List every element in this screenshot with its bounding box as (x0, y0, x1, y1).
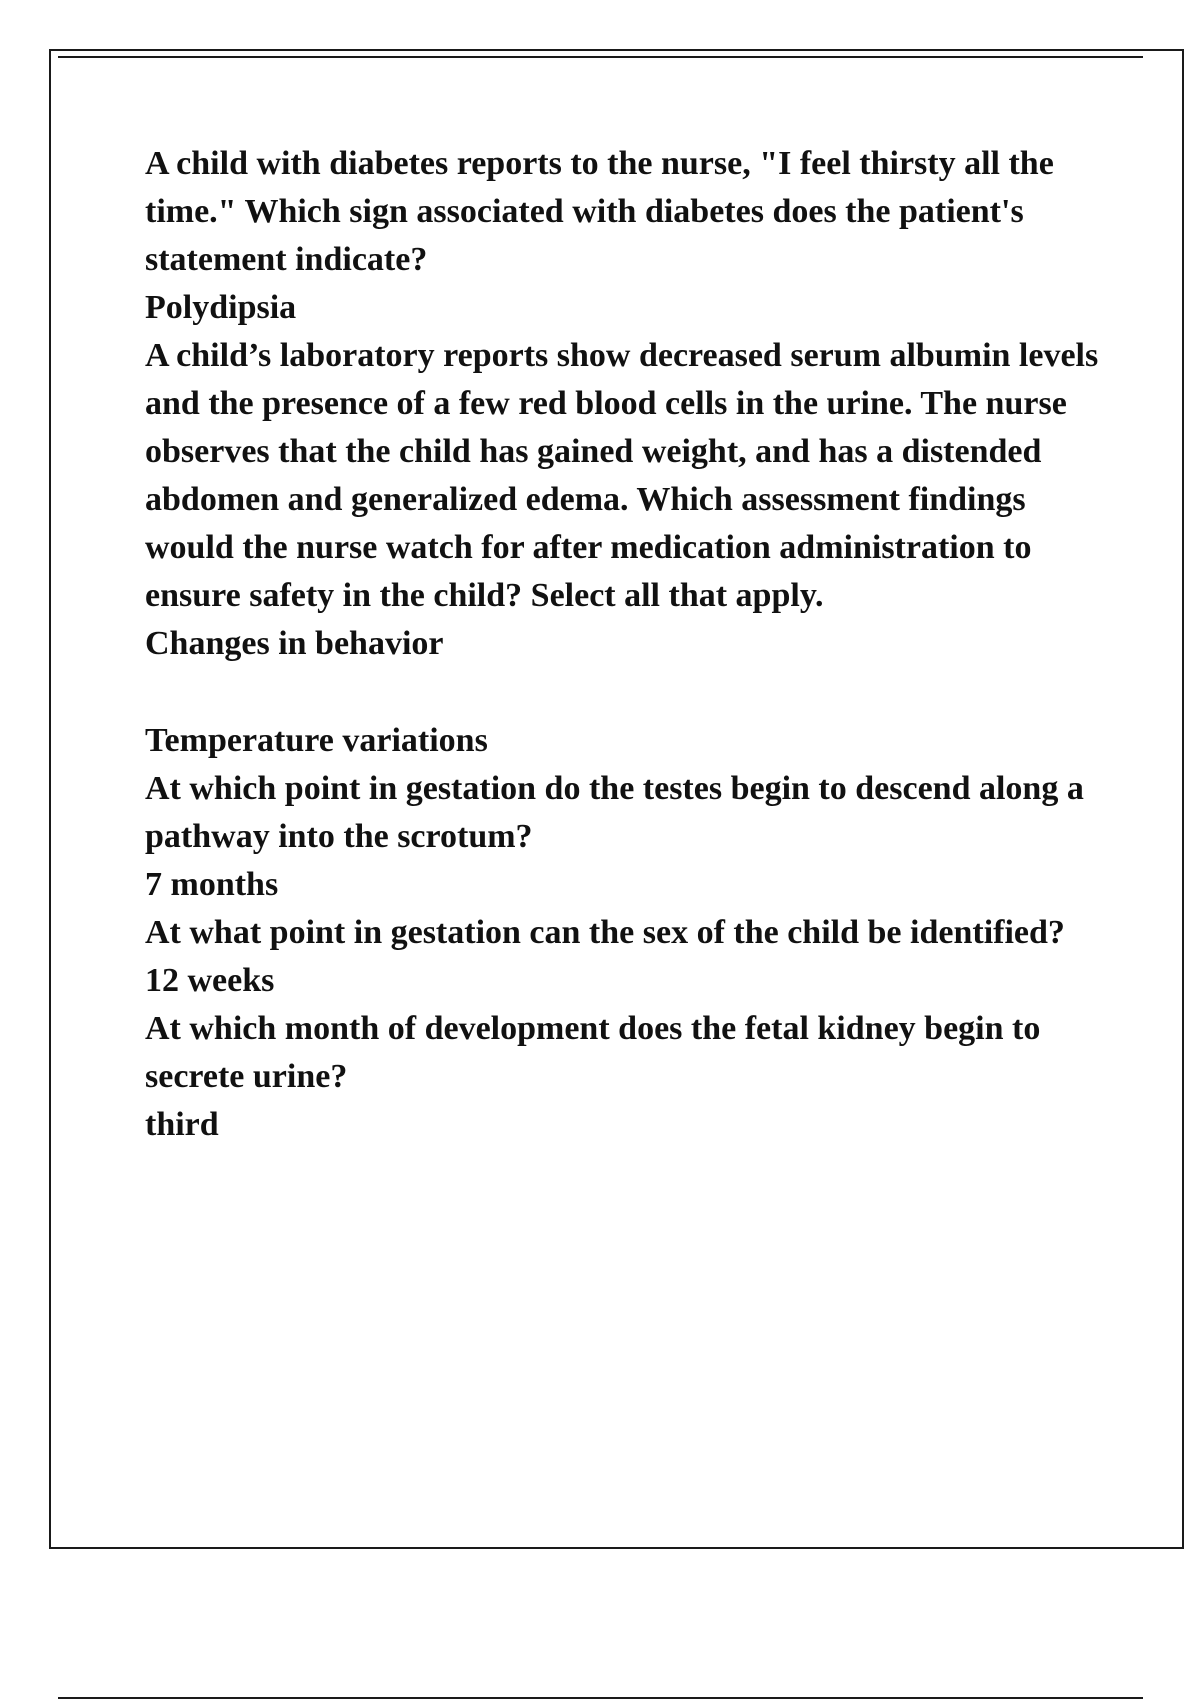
answer-4: 12 weeks (145, 962, 275, 999)
footer-rule (58, 1697, 1143, 1699)
qa-content (145, 140, 1105, 1149)
question-4: At what point in gestation can the sex of the child be identified? (145, 914, 1065, 951)
header-rule (58, 56, 1143, 58)
question-1: A child with diabetes reports to the nurse, "I feel thirsty all the time." Which sign associated with diabetes does the patient's statement indicate? (145, 145, 1054, 278)
question-2: A child’s laboratory reports show decreased serum albumin levels and the presence of a few red blood cells in the urine. The nurse observes that the child has gained weight, and has a distended abdomen and generalized edema. Which assessment findings would the nurse watch for after medication administration to ensure safety in the child? Select all that apply. (145, 337, 1099, 614)
question-3: At which point in gestation do the testes begin to descend along a pathway into the scrotum? (145, 770, 1084, 855)
answer-5: third (145, 1106, 219, 1143)
answer-3: 7 months (145, 866, 279, 903)
question-5: At which month of development does the fetal kidney begin to secrete urine? (145, 1010, 1041, 1095)
answer-2b: Temperature variations (145, 722, 488, 759)
answer-1: Polydipsia (145, 289, 297, 326)
answer-2a: Changes in behavior (145, 625, 444, 662)
